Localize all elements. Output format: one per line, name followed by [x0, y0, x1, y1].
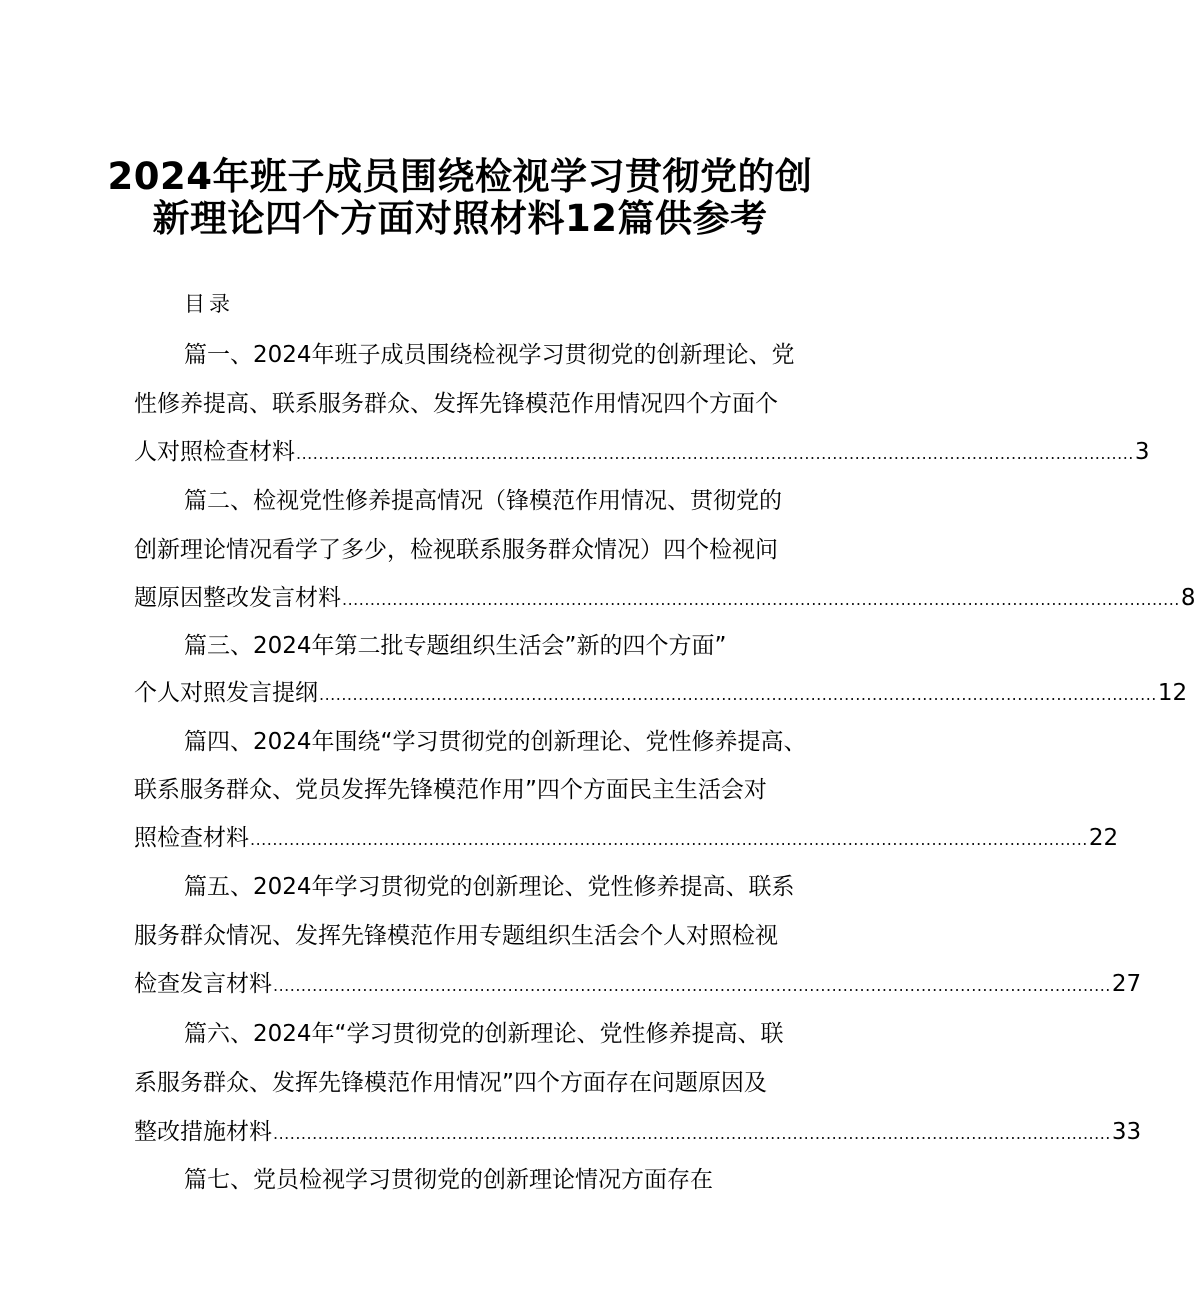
dot-leader: ......................................................................................................................................................: [296, 444, 1134, 463]
toc-entry-4-line-1: 篇四、2024年围绕“学习贯彻党的创新理论、党性修养提高、: [184, 729, 807, 755]
toc-entry-7-line-1: 篇七、党员检视学习贯彻党的创新理论情况方面存在: [184, 1167, 713, 1193]
toc-entry-1-line-2: 性修养提高、联系服务群众、发挥先锋模范作用情况四个方面个: [134, 391, 778, 417]
dot-leader: ......................................................................................................................................................: [342, 590, 1180, 609]
toc-entry-4-last-line[interactable]: [134, 823, 1119, 853]
document-title-line-1: 2024年班子成员围绕检视学习贯彻党的创: [107, 155, 813, 198]
toc-entry-5-line-2: 服务群众情况、发挥先锋模范作用专题组织生活会个人对照检视: [134, 923, 778, 949]
toc-entry-2-line-2: 创新理论情况看学了多少，检视联系服务群众情况）四个检视问: [134, 537, 778, 563]
toc-entry-2-line-1: 篇二、检视党性修养提高情况（锋模范作用情况、贯彻党的: [184, 488, 782, 514]
toc-entry-6-title-end: 整改措施材料: [134, 1119, 272, 1145]
toc-entry-5-line-1: 篇五、2024年学习贯彻党的创新理论、党性修养提高、联系: [184, 874, 795, 900]
document-title-line-2: 新理论四个方面对照材料12篇供参考: [152, 197, 768, 240]
toc-entry-4-title-end: 照检查材料: [134, 825, 249, 851]
toc-entry-2-title-end: 题原因整改发言材料: [134, 585, 341, 611]
toc-entry-3-page-number: 12: [1157, 680, 1188, 706]
toc-heading: 目录: [184, 292, 234, 316]
dot-leader: ......................................................................................................................................................: [273, 976, 1111, 995]
toc-entry-5-page-number: 27: [1111, 971, 1142, 997]
dot-leader: ......................................................................................................................................................: [250, 830, 1088, 849]
toc-entry-6-last-line[interactable]: [134, 1117, 1142, 1147]
toc-entry-3-line-1: 篇三、2024年第二批专题组织生活会”新的四个方面”: [184, 633, 727, 659]
toc-entry-2-page-number: 8: [1180, 585, 1196, 611]
toc-entry-5-title-end: 检查发言材料: [134, 971, 272, 997]
toc-entry-5-last-line[interactable]: [134, 969, 1142, 999]
toc-entry-3-title-end: 个人对照发言提纲: [134, 680, 318, 706]
dot-leader: ......................................................................................................................................................: [319, 685, 1157, 704]
toc-entry-4-line-2: 联系服务群众、党员发挥先锋模范作用”四个方面民主生活会对: [134, 777, 767, 803]
toc-entry-1-title-end: 人对照检查材料: [134, 439, 295, 465]
toc-entry-3-last-line[interactable]: [134, 678, 1188, 708]
toc-entry-6-line-1: 篇六、2024年“学习贯彻党的创新理论、党性修养提高、联: [184, 1021, 784, 1047]
toc-entry-1-page-number: 3: [1134, 439, 1150, 465]
toc-entry-2-last-line[interactable]: [134, 583, 1196, 613]
dot-leader: ......................................................................................................................................................: [273, 1124, 1111, 1143]
toc-entry-1-last-line[interactable]: [134, 437, 1150, 467]
toc-entry-4-page-number: 22: [1088, 825, 1119, 851]
toc-entry-6-line-2: 系服务群众、发挥先锋模范作用情况”四个方面存在问题原因及: [134, 1070, 767, 1096]
toc-entry-6-page-number: 33: [1111, 1119, 1142, 1145]
toc-entry-1-line-1: 篇一、2024年班子成员围绕检视学习贯彻党的创新理论、党: [184, 342, 795, 368]
